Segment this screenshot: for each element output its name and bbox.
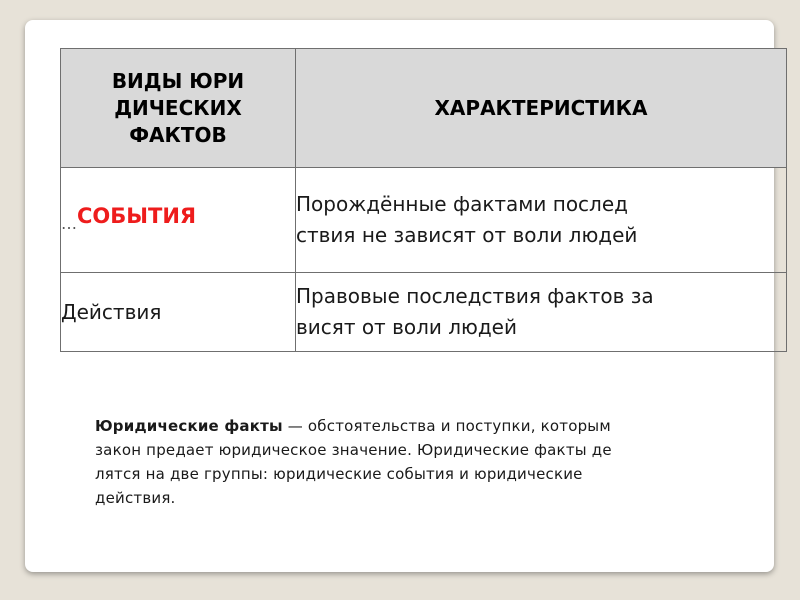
table-row [61,168,787,273]
cell-desc-actions [296,273,787,352]
events-label: СОБЫТИЯ [77,204,197,228]
cell-desc-events [296,168,787,273]
note-line2: закон предает юридическое значение. Юридические факты де [95,441,612,459]
table-row [61,273,787,352]
note-line1: — обстоятельства и поступки, которым [282,417,611,435]
note-term: Юридические факты [95,417,283,435]
header-types-line3: ФАКТОВ [129,122,227,147]
ellipsis-marker: … [61,214,77,233]
legal-facts-table [60,48,787,352]
cell-type-actions: Действия [61,273,296,352]
actions-desc-line1: Правовые последствия фактов за [296,284,654,308]
table-header-row [61,49,787,168]
header-types [61,49,296,168]
header-types-line1: ВИДЫ ЮРИ [111,68,245,93]
events-desc-line2: ствия не зависят от воли людей [296,223,638,247]
cell-type-events [61,168,296,273]
note-line4: действия. [95,489,176,507]
events-desc-line1: Порождённые фактами послед [296,192,628,216]
definition-note [95,414,763,510]
header-types-line2: ДИЧЕСКИХ [114,95,242,120]
note-line3: лятся на две группы: юридические события и юридические [95,465,583,483]
slide [25,20,774,572]
actions-desc-line2: висят от воли людей [296,315,517,339]
header-characteristic: ХАРАКТЕРИСТИКА [296,49,787,168]
